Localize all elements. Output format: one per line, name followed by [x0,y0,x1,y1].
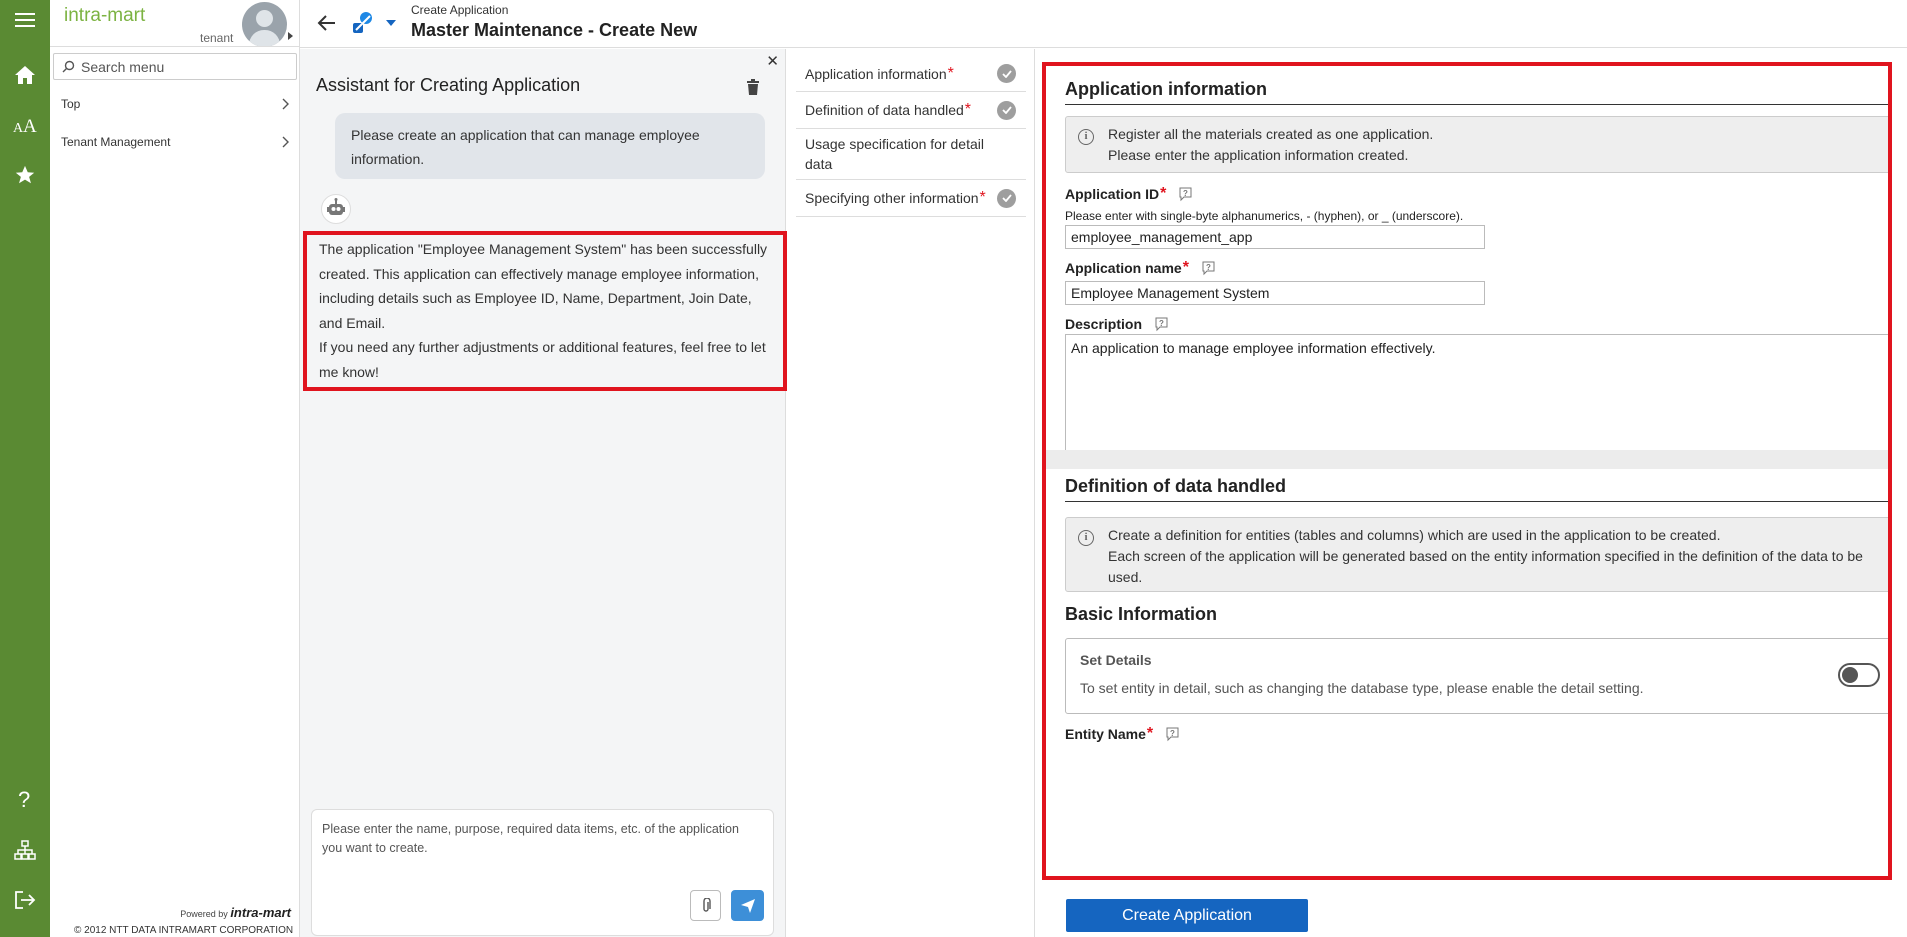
application-id-hint: Please enter with single-byte alphanumerics, - (hyphen), or _ (underscore). [1065,209,1464,223]
section-title-definition-of-data: Definition of data handled [1065,476,1286,496]
help-icon[interactable] [0,780,50,820]
help-bubble-icon[interactable] [1178,186,1193,202]
info-icon: i [1078,129,1094,145]
svg-text:?: ? [1205,263,1211,272]
avatar[interactable] [242,2,287,47]
sidebar-item-tenant-management[interactable] [50,128,300,156]
info-box-data-definition: i Create a definition for entities (tables and columns) which are used in the application to be created. Each screen of the application will be generated based on the entity information specified in the definition of the data to be used. [1065,517,1892,592]
svg-text:?: ? [1159,319,1164,328]
left-rail [0,0,50,937]
description-label: Description ? [1065,316,1169,332]
page-title: Master Maintenance - Create New [411,20,698,40]
trash-icon[interactable] [746,79,760,95]
form-highlight [1042,62,1892,880]
check-icon [997,101,1016,120]
breadcrumb: Create Application [411,3,509,17]
check-icon [997,189,1016,208]
logout-icon[interactable] [0,880,50,920]
svg-text:A: A [13,121,24,134]
set-details-desc: To set entity in detail, such as changing the database type, please enable the detail setting. [1080,680,1644,696]
header [300,0,1907,48]
step-definition-of-data[interactable]: Definition of data handled * [796,92,1026,129]
user-message: Please create an application that can manage employee information. [335,113,765,179]
main-form [1036,49,1907,937]
bot-message: The application "Employee Management System" has been successfully created. This application can effectively manage employee information, including details such as Employee ID, Name, Department, Join Date, and Email. If you need any further adjustments or additional features, feel free to let me know! [303,231,787,391]
search-input[interactable] [81,59,281,75]
intra-mart-logo: intra-mart [230,905,291,920]
svg-text:?: ? [1183,189,1189,198]
sidebar-item-top[interactable] [50,90,300,118]
check-icon [997,64,1016,83]
help-bubble-icon[interactable] [1201,260,1216,276]
font-size-icon[interactable] [0,105,50,145]
description-textarea[interactable] [1065,334,1892,464]
application-name-label: Application name * ? [1065,259,1216,277]
application-id-label: Application ID * ? [1065,185,1193,203]
steps-panel [787,49,1035,937]
application-id-input[interactable] [1065,225,1485,249]
help-bubble-icon[interactable] [1165,726,1180,742]
assistant-panel [300,49,786,937]
attach-button[interactable] [690,890,721,921]
svg-text:?: ? [1170,729,1176,738]
step-application-information[interactable]: Application information * [796,56,1026,92]
close-icon[interactable]: ✕ [766,53,779,70]
menu-icon[interactable] [0,0,50,40]
help-bubble-icon[interactable] [1154,316,1169,332]
entity-name-label: Entity Name * ? [1065,725,1180,743]
svg-text:?: ? [18,789,31,811]
send-button[interactable] [731,890,764,921]
sitemap-icon[interactable] [0,830,50,870]
search-box [53,53,297,80]
chevron-right-icon [282,98,290,110]
bot-avatar [321,194,351,224]
paper-plane-icon [740,898,756,914]
svg-text:A: A [23,116,37,134]
robot-icon [322,195,350,223]
application-name-input[interactable] [1065,281,1485,305]
caret-right-icon[interactable] [288,32,293,40]
set-details-title: Set Details [1080,652,1152,668]
sidebar-item-label: Tenant Management [61,135,171,149]
create-application-button[interactable]: Create Application [1066,899,1308,932]
home-icon[interactable] [0,55,50,95]
sidebar-item-label: Top [61,97,81,111]
section-title-basic-information: Basic Information [1065,604,1218,624]
back-arrow-icon[interactable] [316,12,338,34]
info-box-application: i Register all the materials created as one application. Please enter the application information created. [1065,116,1892,173]
step-other-information[interactable]: Specifying other information * [796,180,1026,217]
chevron-right-icon [282,136,290,148]
chevron-down-icon[interactable] [386,20,396,26]
set-details-toggle[interactable] [1838,663,1880,687]
step-usage-specification[interactable]: Usage specification for detail data [796,129,1026,180]
sidebar [50,0,300,937]
star-icon[interactable] [0,155,50,195]
assistant-title: Assistant for Creating Application [316,75,581,95]
chat-input-box [311,809,774,936]
search-icon [62,60,75,73]
set-details-box [1065,638,1892,714]
tenant-label: tenant [200,31,234,45]
powered-by: Powered by intra-mart [180,905,291,920]
paperclip-icon [700,898,712,914]
brand-logo: intra-mart [64,5,146,26]
section-title-application-information: Application information [1065,79,1267,99]
chat-input[interactable] [322,820,762,880]
copyright: © 2012 NTT DATA INTRAMART CORPORATION [74,925,294,936]
info-icon: i [1078,530,1094,546]
tools-icon[interactable] [350,10,376,36]
